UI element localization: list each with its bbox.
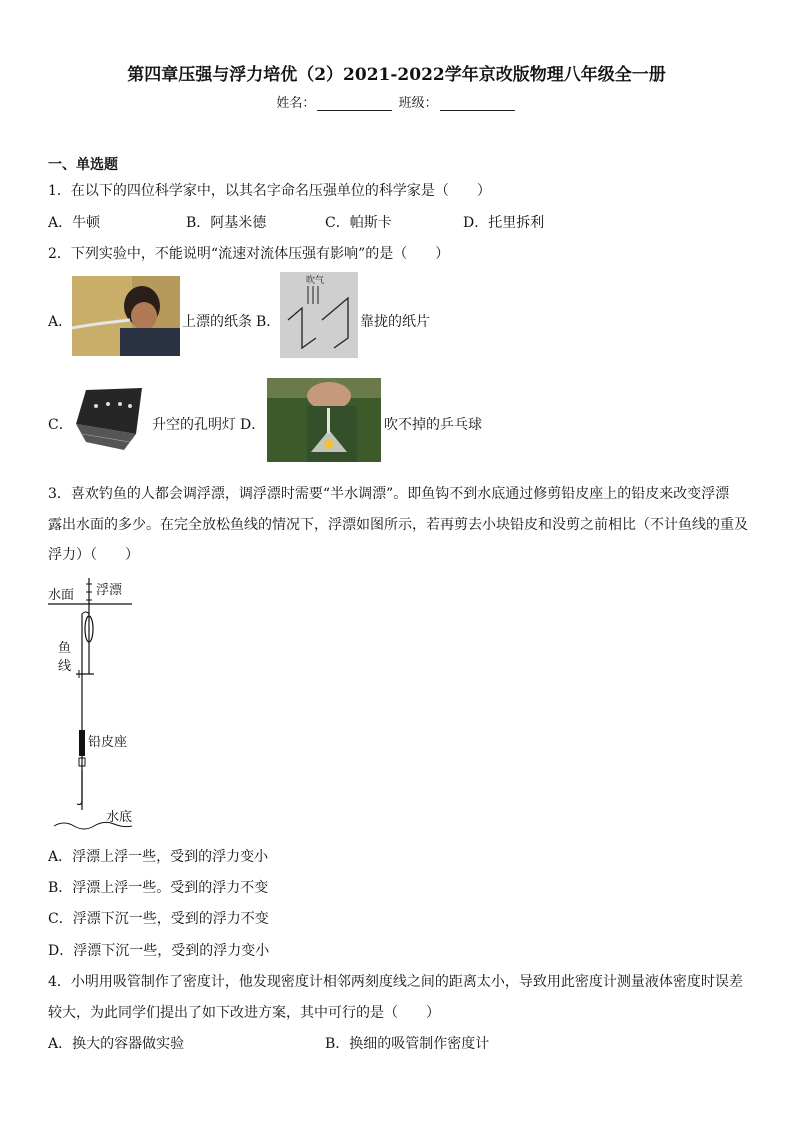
section-title: 一、单选题 (48, 157, 118, 173)
q2-photo-ping-pong-ball (267, 378, 381, 462)
fig-label-water-surface: 水面 (48, 588, 75, 603)
fig-label-sinker-seat: 铅皮座 (88, 735, 128, 750)
question-3-stem-line1: 3．喜欢钓鱼的人都会调浮漂，调浮漂时需要“半水调漂”。即鱼钩不到水底通过修剪铅皮座上的铅皮来改变浮漂 (48, 486, 730, 502)
q3-option-b: B．浮漂上浮一些。受到的浮力不变 (48, 880, 269, 896)
class-blank[interactable] (440, 97, 515, 111)
q2-option-d-caption: 吹不掉的乒乓球 (384, 417, 482, 433)
fig-label-float: 浮漂 (96, 583, 123, 598)
name-label: 姓名： (276, 96, 316, 111)
q3-option-a: A．浮漂上浮一些，受到的浮力变小 (48, 849, 269, 865)
q3-option-c: C．浮漂下沉一些，受到的浮力不变 (48, 911, 269, 927)
q2-option-b-caption: 靠拢的纸片 (360, 314, 430, 330)
q1-option-b: B．阿基米德 (186, 215, 267, 231)
class-label: 班级： (398, 96, 438, 111)
page-title: 第四章压强与浮力培优（2）2021-2022学年京改版物理八年级全一册 (127, 65, 666, 85)
student-info-line (0, 92, 793, 111)
q4-option-a: A．换大的容器做实验 (48, 1036, 185, 1052)
q2-option-c-prefix: C． (48, 417, 73, 433)
question-1-stem: 1．在以下的四位科学家中，以其名字命名压强单位的科学家是（ ） (48, 183, 491, 199)
question-4-stem-line1: 4．小明用吸管制作了密度计，他发现密度计相邻两刻度线之间的距离太小，导致用此密度计测量液体密度时误差 (48, 974, 743, 990)
q3-figure-fishing-float (46, 574, 146, 834)
q2-option-c-caption: 升空的孔明灯 (152, 417, 236, 433)
q2-figure-sky-lantern (72, 384, 150, 454)
q2-option-a-caption: 上漂的纸条 (182, 314, 252, 330)
q1-option-d: D．托里拆利 (463, 215, 545, 231)
question-3-stem-line2: 露出水面的多少。在完全放松鱼线的情况下，浮漂如图所示，若再剪去小块铅皮和没剪之前相比（不计鱼线的重及 (48, 517, 748, 533)
q2-b-fig-label: 吹气 (306, 276, 325, 286)
q2-option-b-prefix: B． (256, 314, 281, 330)
fig-label-line-2: 线 (58, 659, 72, 674)
fig-label-line-1: 鱼 (58, 641, 72, 656)
q2-option-a-prefix: A． (48, 314, 73, 330)
q1-option-c: C．帕斯卡 (325, 215, 392, 231)
question-2-stem: 2．下列实验中，不能说明“流速对流体压强有影响”的是（ ） (48, 246, 450, 262)
q2-option-d-prefix: D． (240, 417, 266, 433)
question-4-stem-line2: 较大，为此同学们提出了如下改进方案，其中可行的是（ ） (48, 1005, 440, 1021)
q3-option-d: D．浮漂下沉一些，受到的浮力变小 (48, 943, 270, 959)
q2-figure-paper-sheets (280, 272, 358, 358)
fig-label-bottom: 水底 (106, 810, 133, 825)
q4-option-b: B．换细的吸管制作密度计 (325, 1036, 490, 1052)
question-3-stem-line3: 浮力）（ ） (48, 547, 139, 563)
q1-option-a: A．牛顿 (48, 215, 101, 231)
name-blank[interactable] (317, 97, 392, 111)
q2-photo-paper-strip (72, 276, 180, 356)
